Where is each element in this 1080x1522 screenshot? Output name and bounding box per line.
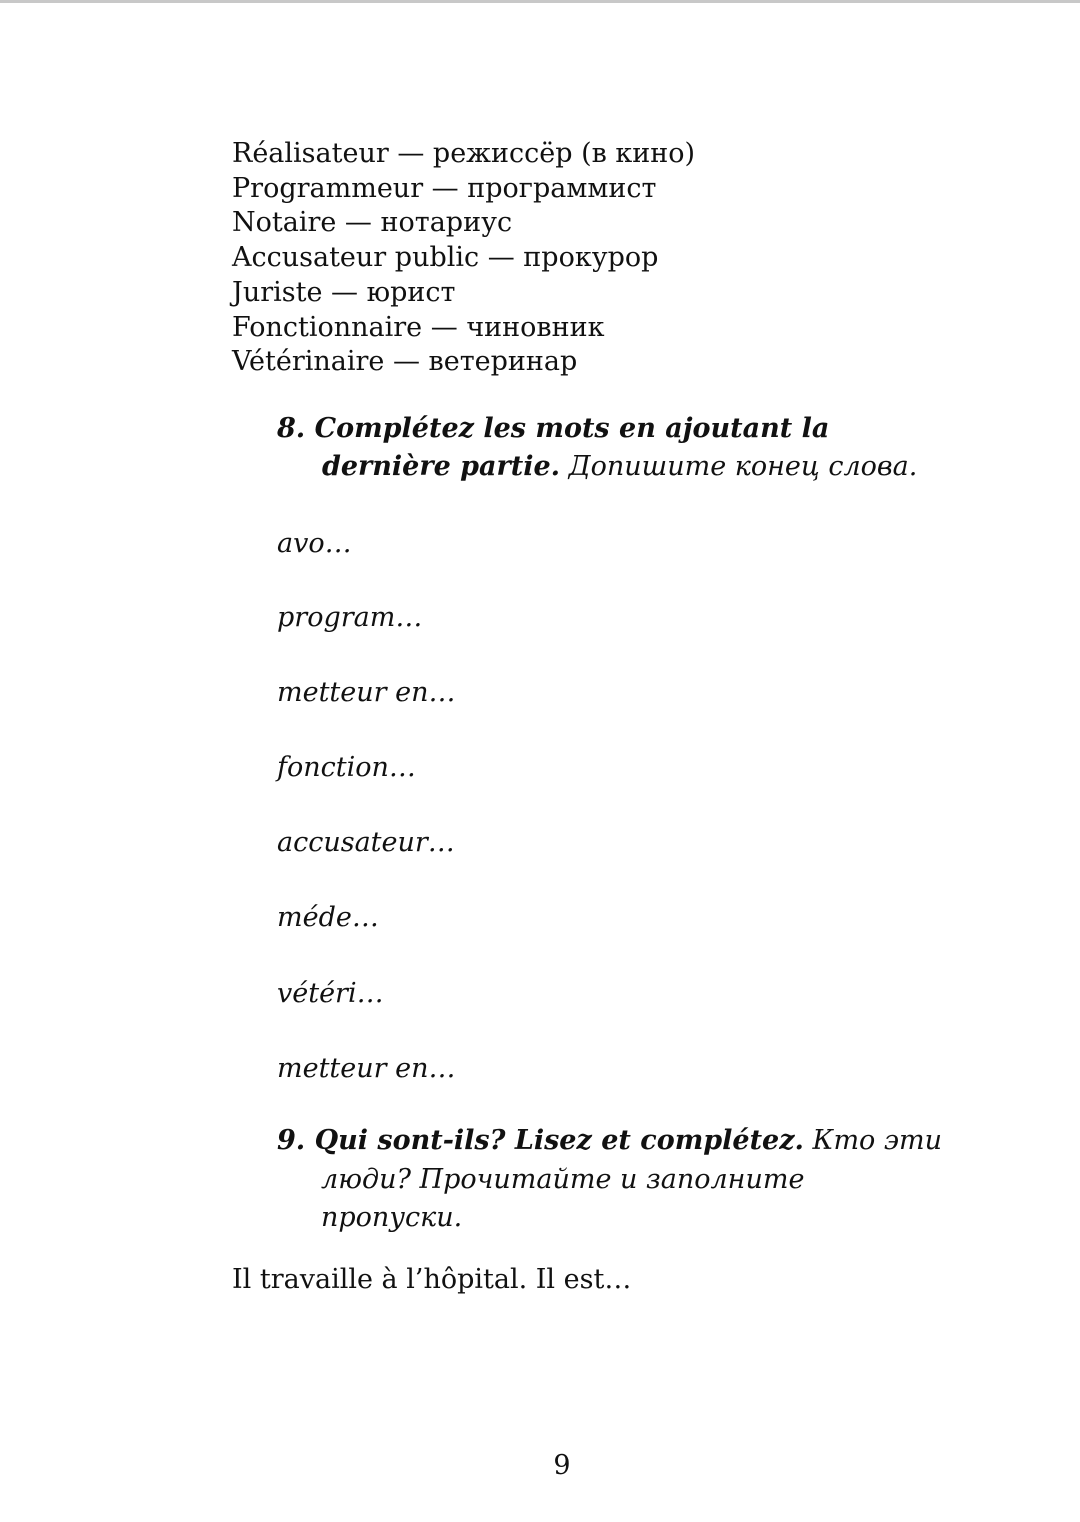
exercise-8-item: accusateur… <box>277 827 455 858</box>
vocabulary-list <box>232 137 695 380</box>
page-number: 9 <box>553 1450 571 1481</box>
exercise-9-title-line2: люди? Прочитайте и заполните <box>321 1163 805 1195</box>
exercise-8-item: avo… <box>277 528 352 559</box>
exercise-9-title-line3: пропуски. <box>321 1202 463 1233</box>
exercise-9-title-bold: 9. Qui sont-ils? Lisez et complétez. <box>277 1125 804 1156</box>
exercise-9-heading <box>277 1122 942 1238</box>
vocabulary-entry: Vétérinaire — ветеринар <box>232 346 578 378</box>
vocabulary-entry: Accusateur public — прокурор <box>232 242 659 274</box>
exercise-8-item: metteur en… <box>277 1053 456 1084</box>
exercise-8-item: méde… <box>277 902 379 933</box>
vocabulary-entry: Programmeur — программист <box>232 172 657 204</box>
exercise-8-item: program… <box>277 602 423 633</box>
exercise-8-item: metteur en… <box>277 677 456 708</box>
exercise-8-heading <box>277 410 917 486</box>
vocabulary-entry: Fonctionnaire — чиновник <box>232 311 605 343</box>
vocabulary-entry: Juriste — юрист <box>232 276 456 308</box>
vocabulary-entry: Notaire — нотариус <box>232 207 513 239</box>
exercise-8-item: vétéri… <box>277 978 384 1009</box>
exercise-8-title-line2-rest: Допишите конец слова. <box>560 451 918 482</box>
exercise-9-title-rest: Кто эти <box>803 1125 943 1156</box>
exercise-8-title-line2-bold: dernière partie. <box>322 451 561 482</box>
exercise-9-sentence: Il travaille à l’hôpital. Il est… <box>232 1264 632 1295</box>
exercise-8-item: fonction… <box>277 752 416 783</box>
vocabulary-entry: Réalisateur — режиссёр (в кино) <box>232 138 696 169</box>
exercise-8-title-line1: 8. Complétez les mots en ajoutant la <box>277 413 830 444</box>
top-border-line <box>0 0 1080 3</box>
